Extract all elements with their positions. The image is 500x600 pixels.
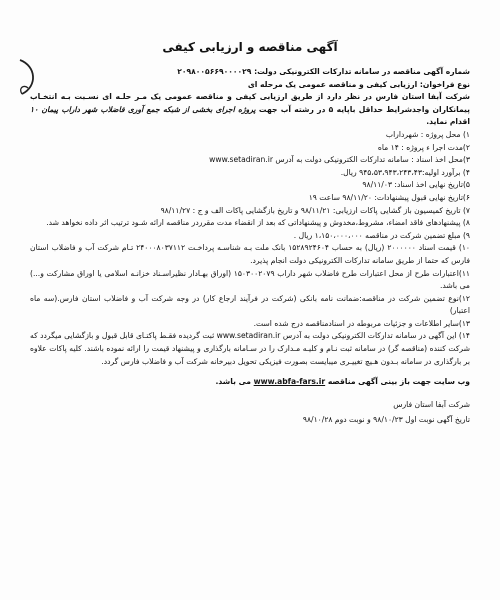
- website-line: [30, 376, 470, 389]
- tender-number-label: شماره آگهی مناقصه در سامانه تدارکات الکترونیکی دولت:: [254, 67, 470, 76]
- call-type: نوع فراخوان: ارزیابی کیفی و مناقصه عمومی یک مرحله ای: [247, 79, 470, 89]
- intro-paragraph: [30, 91, 470, 129]
- intro-project: پروژه اجرای بخشی از شبکه جمع آوری فاضلاب شهر داراب پیمان ۱۰: [30, 104, 256, 114]
- item-document-deadline: ۵)تاریخ نهایی اخذ اسناد: ۹۸/۱۱/۰۳: [362, 180, 470, 190]
- intro-main: شرکت آبفا استان فارس در نظر دارد از طریق ارزیابی کیفی و مناقصه عمومی یک مـر حلـه ای نسـبت بـه انتخـاب پیمانکاران واجدشرایط حداقل باپایه ۵ در رشته آب جهت: [30, 92, 470, 114]
- page-title: آگهی مناقصه و ارزیابی کیفی: [162, 40, 338, 54]
- company-name: شرکت آبفا استان فارس: [393, 399, 470, 409]
- item-registration: ۱۴) این آگهی در سامانه تدارکات الکترونیکی دولت به آدرس www.setadiran.ir ثبت گردیده فقـط پاکتـای قابل قبول و بازگشایی میگردد که شرکت کننده (مناقصه گر) در سامانه ثبت نـام و کلیـه مـدارک را در سـامانه بارگذاری و پیشنهاد قیمت را ارائه نموده باشند. کلیه پاکات علاوه بر بارگذاری در سامانه بـدون هـیچ تغییـری میبایست بصورت فیزیکی تحویل دبیرخانه شرکت آب و فاضلاب فارس گردد.: [30, 331, 470, 366]
- item-invalid-proposals: ۸) پیشنهادهای فاقد امضاء، مشروط،مخدوش و پیشنهاداتی که بعد از انقضاء مدت مقرردر مناقصه ارائه شـود ترتیب اثر داده نخواهد شد.: [46, 218, 470, 228]
- publication-dates: تاریخ آگهی نوبت اول ۹۸/۱۰/۲۳ و نوبت دوم ۹۸/۱۰/۲۸: [302, 415, 470, 425]
- website-before: وب سایت جهت باز بینی آگهی مناقصه: [327, 377, 470, 387]
- tender-number-line: [30, 66, 470, 79]
- item-guarantee-type: ۱۲)نوع تضمین شرکت در مناقصه:ضمانت نامه بانکی (شرکت در فرآیند ارجاع کار) در وجه شرکت آب و فاضلاب استان فارس.(سه ماه اعتبار): [30, 293, 470, 316]
- item-document-price: ۱۰) قیمت اسناد ۲۰۰۰۰۰۰ (ریال) به حساب ۱۵۲۸۹۲۴۶۰۴ بانک ملت بـه شناسـه پرداخـت ۲۴۰۰۰۸۰۳۷۱۱۲ تـام شرکت آب و فاضلاب استان فارس که حتما از طریق سامانه تدارکات الکترونیکی دولت انجام پذیرد.: [30, 243, 470, 265]
- notice-body: [30, 66, 470, 430]
- item-proposal-deadline: ۶)تاریخ نهایی قبول پیشنهادات: ۹۸/۱۱/۲۰ ساعت ۱۹: [308, 192, 470, 202]
- item-other-info: ۱۳)سایر اطلاعات و جزئیات مربوطه در اسنادمناقصه درج شده است.: [253, 318, 470, 328]
- item-funding: ۱۱)اعتبارات طرح از محل اعتبارات طرح فاضلاب شهر داراب ۱۵۰۳۰۰۲۰۷۹ (اوراق بهـادار نظیراسـناد خزانـه اسلامی یا اوراق مشارکت و...) می باشد.: [30, 268, 470, 291]
- item-duration: ۲)مدت اجرا ء پروژه : ۱۴ ماه: [377, 142, 470, 152]
- item-documents-place: ۳)محل اخذ اسناد : سامانه تدارکات الکترونیکی دولت به آدرس www.setadiran.ir: [209, 155, 470, 165]
- tender-number: ۲۰۹۸۰۰۵۶۶۹۰۰۰۰۲۹: [177, 67, 252, 76]
- item-opening-dates: ۷) تاریخ کمیسیون باز گشایی پاکات ارزیابی: ۹۸/۱۱/۲۱ و تاریخ بازگشایی پاکات الف و ج : ۹۸/۱۱/۲۷: [160, 205, 470, 215]
- intro-end: اقدام نماید.: [426, 117, 470, 127]
- item-estimate: ۴) برآورد اولیه:۹۴۵،۵۳،۹۴۳،۲۴۳،۴۳ ریال.: [340, 167, 470, 177]
- website-link[interactable]: www.abfa-fars.ir: [253, 377, 326, 387]
- item-location: ۱) محل پروژه : شهرداراب: [385, 129, 470, 139]
- website-after: می باشد.: [215, 377, 251, 387]
- item-guarantee-amount: ۹) مبلغ تضمین شرکت در مناقصه ۱،۱۵۰،۰۰۰،۰۰۰ ریال .: [293, 230, 470, 240]
- notice-footer: [30, 399, 470, 427]
